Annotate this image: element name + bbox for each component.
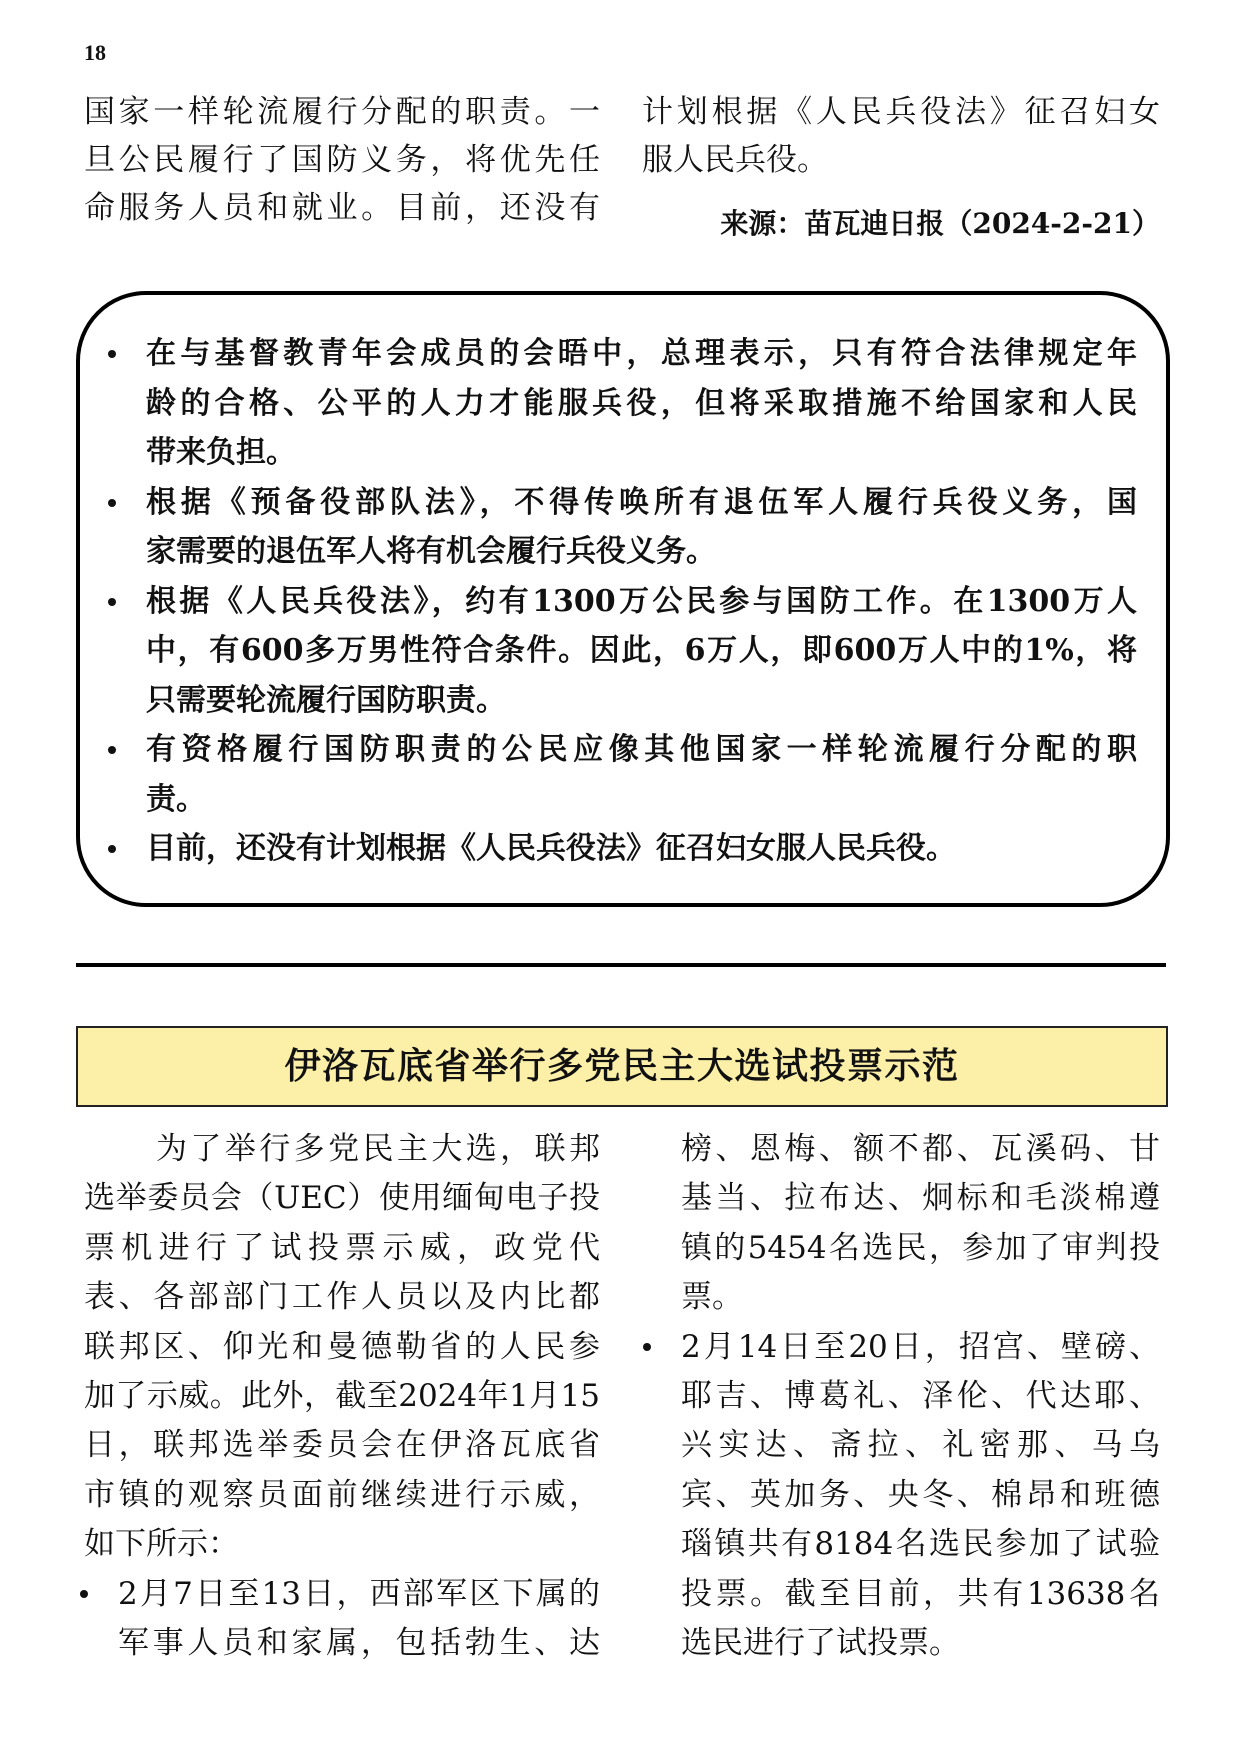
article-bullet-item — [84, 1570, 600, 1669]
text-line: 命服务人员和就业。目前，还没有 — [84, 190, 600, 226]
text-line: 为了举行多党民主大选，联邦 — [156, 1131, 600, 1167]
source-citation: 来源：苗瓦迪日报（2024-2-21） — [720, 207, 1160, 240]
text-line: 责。 — [146, 781, 206, 817]
text-line: 只需要轮流履行国防职责。 — [146, 682, 506, 718]
text-line: 宾、英加务、央冬、棉昂和班德 — [681, 1476, 1160, 1513]
text-line: 票。 — [681, 1279, 743, 1316]
text-line: 镇的5454名选民，参加了审判投 — [681, 1229, 1160, 1266]
continuation-left-column — [84, 88, 600, 232]
article-title: 伊洛瓦底省举行多党民主大选试投票示范 — [284, 1045, 960, 1087]
summary-bullet-item — [146, 329, 1137, 478]
text-line: 兴实达、斋拉、礼密那、马乌 — [681, 1427, 1160, 1464]
text-line: 表、各部部门工作人员以及内比都 — [84, 1279, 600, 1316]
summary-bullet-list — [146, 329, 1137, 874]
text-line: 如下所示： — [84, 1526, 239, 1563]
bullet-marker — [80, 1590, 88, 1598]
text-line: 选民进行了试投票。 — [681, 1624, 960, 1661]
bullet-marker — [108, 350, 116, 358]
text-line: 计划根据《人民兵役法》征召妇女 — [642, 94, 1160, 130]
text-line: 榜、恩梅、额不都、瓦溪码、甘 — [681, 1131, 1160, 1167]
text-line: 日，联邦选举委员会在伊洛瓦底省 — [84, 1427, 600, 1464]
text-line: 军事人员和家属，包括勃生、达 — [118, 1624, 600, 1661]
text-line: 市镇的观察员面前继续进行示威， — [84, 1476, 600, 1513]
text-line: 基当、拉布达、炯标和毛淡棉遵 — [681, 1180, 1160, 1217]
summary-bullet-item — [146, 577, 1137, 726]
text-line: 旦公民履行了国防义务，将优先任 — [84, 142, 600, 178]
text-line: 投票。截至目前，共有13638名 — [681, 1575, 1160, 1612]
text-line: 加了示威。此外，截至2024年1月15 — [84, 1377, 600, 1414]
bullet-marker — [643, 1343, 651, 1351]
text-line: 有资格履行国防职责的公民应像其他国家一样轮流履行分配的职 — [146, 732, 1137, 767]
summary-bullet-item — [146, 824, 1137, 874]
text-line: 根据《人民兵役法》，约有1300万公民参与国防工作。在1300万人 — [146, 583, 1137, 619]
continuation-right-column — [642, 88, 1160, 184]
text-line: 带来负担。 — [146, 435, 296, 470]
text-line: 耶吉、博葛礼、泽伦、代达耶、 — [681, 1377, 1160, 1414]
text-line: 选举委员会（UEC）使用缅甸电子投 — [84, 1180, 600, 1217]
article-bullet-item — [642, 1323, 1160, 1669]
text-line: 2月14日至20日，招宫、壁磅、 — [681, 1328, 1160, 1365]
bullet-marker — [108, 598, 116, 606]
text-line: 服人民兵役。 — [642, 142, 828, 178]
text-line: 中，有600多万男性符合条件。因此，6万人，即600万人中的1%，将 — [146, 633, 1137, 668]
page-number: 18 — [84, 40, 106, 65]
text-line: 在与基督教青年会成员的会晤中，总理表示，只有符合法律规定年 — [146, 336, 1137, 371]
text-line: 家需要的退伍军人将有机会履行兵役义务。 — [146, 534, 716, 569]
text-line: 2月7日至13日，西部军区下属的 — [118, 1575, 600, 1612]
text-line: 目前，还没有计划根据《人民兵役法》征召妇女服人民兵役。 — [146, 831, 956, 866]
article-title-box — [76, 1026, 1168, 1107]
text-line: 龄的合格、公平的人力才能服兵役，但将采取措施不给国家和人民 — [146, 385, 1137, 421]
article-right-column — [642, 1125, 1160, 1668]
text-line: 票机进行了试投票示威，政党代 — [84, 1229, 600, 1266]
summary-bullet-item — [146, 478, 1137, 577]
text-line: 根据《预备役部队法》，不得传唤所有退伍军人履行兵役义务，国 — [146, 484, 1137, 520]
article-bullet-continuation — [642, 1125, 1160, 1323]
bullet-marker — [108, 746, 116, 754]
section-divider — [76, 963, 1166, 967]
text-line: 国家一样轮流履行分配的职责。一 — [84, 94, 600, 130]
text-line: 瑙镇共有8184名选民参加了试验 — [681, 1526, 1160, 1563]
summary-bullet-item — [146, 725, 1137, 824]
summary-box — [76, 291, 1170, 907]
text-line: 联邦区、仰光和曼德勒省的人民参 — [84, 1328, 600, 1365]
bullet-marker — [108, 845, 116, 853]
bullet-marker — [108, 499, 116, 507]
article-left-column — [84, 1125, 600, 1668]
